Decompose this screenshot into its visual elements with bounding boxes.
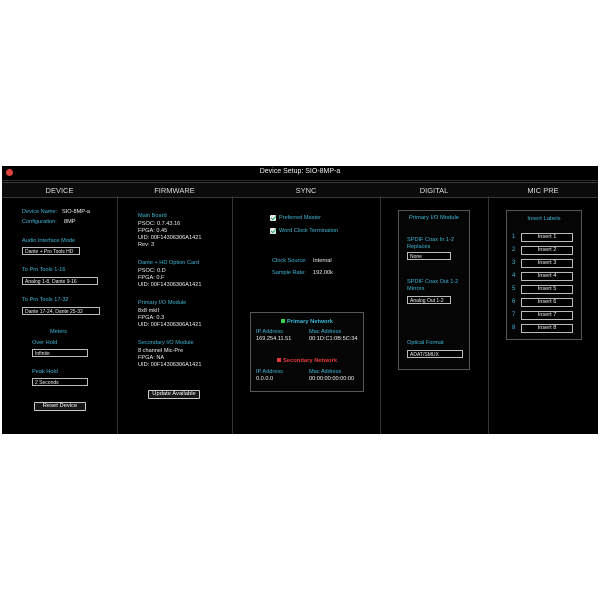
- insert-number: 5: [512, 286, 516, 292]
- primary-io-uid: UID: 00F14306306A1421: [138, 322, 202, 328]
- secondary-mac-value: 00:00:00:00:00:00: [309, 376, 355, 382]
- interface-mode-select[interactable]: Dante + Pro Tools HD: [22, 247, 80, 255]
- word-clock-checkbox[interactable]: [270, 228, 276, 234]
- to-pro-tools-1-16-select[interactable]: Analog 1-8, Dante 9-16: [22, 277, 98, 285]
- header-device: DEVICE: [45, 186, 74, 195]
- device-name-value[interactable]: SIO-8MP-a: [62, 209, 90, 215]
- main-board-fpga: FPGA: 0.45: [138, 228, 168, 234]
- reset-device-button[interactable]: Reset Device: [34, 402, 86, 411]
- secondary-io-uid: UID: 00F14306306A1421: [138, 362, 202, 368]
- column-divider: [117, 196, 118, 434]
- peak-hold-select[interactable]: 2 Seconds: [32, 378, 88, 386]
- primary-network-text: Primary Network: [286, 319, 334, 325]
- header-sync: SYNC: [295, 186, 317, 195]
- coax-in-select[interactable]: None: [407, 252, 451, 260]
- header-firmware: FIRMWARE: [154, 186, 195, 195]
- main-board-psoc: PSOC: 0.7.43.16: [138, 221, 181, 227]
- secondary-ip-label: IP Address: [256, 369, 283, 375]
- main-board-rev: Rev: 3: [138, 242, 155, 248]
- secondary-ip-value: 0.0.0.0: [256, 376, 274, 382]
- sample-rate-label: Sample Rate:: [272, 270, 306, 276]
- dante-card-label: Dante + HD Option Card: [138, 260, 200, 266]
- coax-out-select[interactable]: Analog Out 1-2: [407, 296, 451, 304]
- insert-label-field[interactable]: Insert 7: [521, 311, 573, 320]
- primary-status-icon: [281, 319, 285, 323]
- insert-labels-title: Insert Labels: [527, 216, 561, 222]
- interface-mode-label: Audio Interface Mode: [22, 238, 76, 244]
- insert-label-field[interactable]: Insert 3: [521, 259, 573, 268]
- to-pro-tools-1-16-label: To Pro Tools 1-16: [22, 267, 66, 273]
- secondary-io-fpga: FPGA: NA: [138, 355, 165, 361]
- network-panel: [250, 312, 364, 392]
- preferred-master-label: Preferred Master: [279, 215, 321, 221]
- to-pro-tools-17-32-label: To Pro Tools 17-32: [22, 297, 69, 303]
- preferred-master-checkbox[interactable]: [270, 215, 276, 221]
- header-digital: DIGITAL: [419, 186, 449, 195]
- over-hold-label: Over Hold: [32, 340, 58, 346]
- device-setup-window: [2, 166, 598, 434]
- column-divider: [488, 196, 489, 434]
- primary-ip-label: IP Address: [256, 329, 283, 335]
- column-divider: [380, 196, 381, 434]
- insert-label-field[interactable]: Insert 2: [521, 246, 573, 255]
- insert-number: 3: [512, 260, 516, 266]
- insert-label-field[interactable]: Insert 5: [521, 285, 573, 294]
- insert-labels-panel: [506, 210, 582, 340]
- insert-number: 2: [512, 247, 516, 253]
- digital-panel: [398, 210, 470, 370]
- word-clock-label: Word Clock Termination: [279, 228, 339, 234]
- primary-io-fpga: FPGA: 0.3: [138, 315, 165, 321]
- primary-mac-label: Mac Address: [309, 329, 342, 335]
- secondary-network-text: Secondary Network: [282, 358, 338, 364]
- update-available-button[interactable]: Update Available: [148, 390, 200, 399]
- secondary-status-icon: [277, 358, 281, 362]
- dante-card-uid: UID: 00F14306306A1421: [138, 282, 202, 288]
- primary-network-title: [251, 319, 363, 325]
- optical-format-label: Optical Format: [407, 340, 444, 346]
- configuration-value: 8MP: [64, 219, 76, 225]
- column-divider: [232, 196, 233, 434]
- over-hold-select[interactable]: Infinite: [32, 349, 88, 357]
- meters-label: Meters: [50, 329, 68, 335]
- clock-source-value: Internal: [313, 258, 332, 264]
- primary-io-module-title: Primary I/O Module: [409, 215, 459, 221]
- dante-card-psoc: PSOC: 0.D: [138, 268, 166, 274]
- primary-mac-value: 00:1D:C1:0B:5C:34: [309, 336, 358, 342]
- peak-hold-label: Peak Hold: [32, 369, 58, 375]
- insert-number: 4: [512, 273, 516, 279]
- insert-number: 7: [512, 312, 516, 318]
- main-board-label: Main Board: [138, 213, 167, 219]
- title-bar: [2, 166, 598, 181]
- primary-ip-value: 169.254.11.51: [256, 336, 292, 342]
- secondary-network-title: [251, 358, 363, 364]
- window-title: Device Setup: SIO-8MP-a: [259, 168, 341, 175]
- main-board-uid: UID: 00F14306306A1421: [138, 235, 202, 241]
- device-name-label: Device Name:: [22, 209, 58, 215]
- primary-io-model: 8x8 mkII: [138, 308, 160, 314]
- insert-label-field[interactable]: Insert 4: [521, 272, 573, 281]
- to-pro-tools-17-32-select[interactable]: Dante 17-24, Dante 25-32: [22, 307, 100, 315]
- optical-format-select[interactable]: ADAT/SMUX: [407, 350, 463, 358]
- sample-rate-value: 192.00k: [313, 270, 333, 276]
- secondary-io-label: Secondary I/O Module: [138, 340, 194, 346]
- clock-source-label: Clock Source:: [272, 258, 307, 264]
- column-header-bar: [2, 182, 598, 198]
- insert-number: 8: [512, 325, 516, 331]
- primary-io-label: Primary I/O Module: [138, 300, 187, 306]
- dante-card-fpga: FPGA: 0.F: [138, 275, 165, 281]
- secondary-mac-label: Mac Address: [309, 369, 342, 375]
- insert-label-field[interactable]: Insert 8: [521, 324, 573, 333]
- configuration-label: Configuration:: [22, 219, 57, 225]
- coax-out-label: SPDIF Coax Out 1-2 Mirrors: [407, 279, 459, 292]
- secondary-io-model: 8 channel Mic-Pre: [138, 348, 184, 354]
- insert-number: 6: [512, 299, 516, 305]
- header-mic-pre: MIC PRE: [527, 186, 559, 195]
- insert-label-field[interactable]: Insert 1: [521, 233, 573, 242]
- insert-label-field[interactable]: Insert 6: [521, 298, 573, 307]
- insert-number: 1: [512, 234, 516, 240]
- coax-in-label: SPDIF Coax In 1-2 Replaces: [407, 237, 454, 250]
